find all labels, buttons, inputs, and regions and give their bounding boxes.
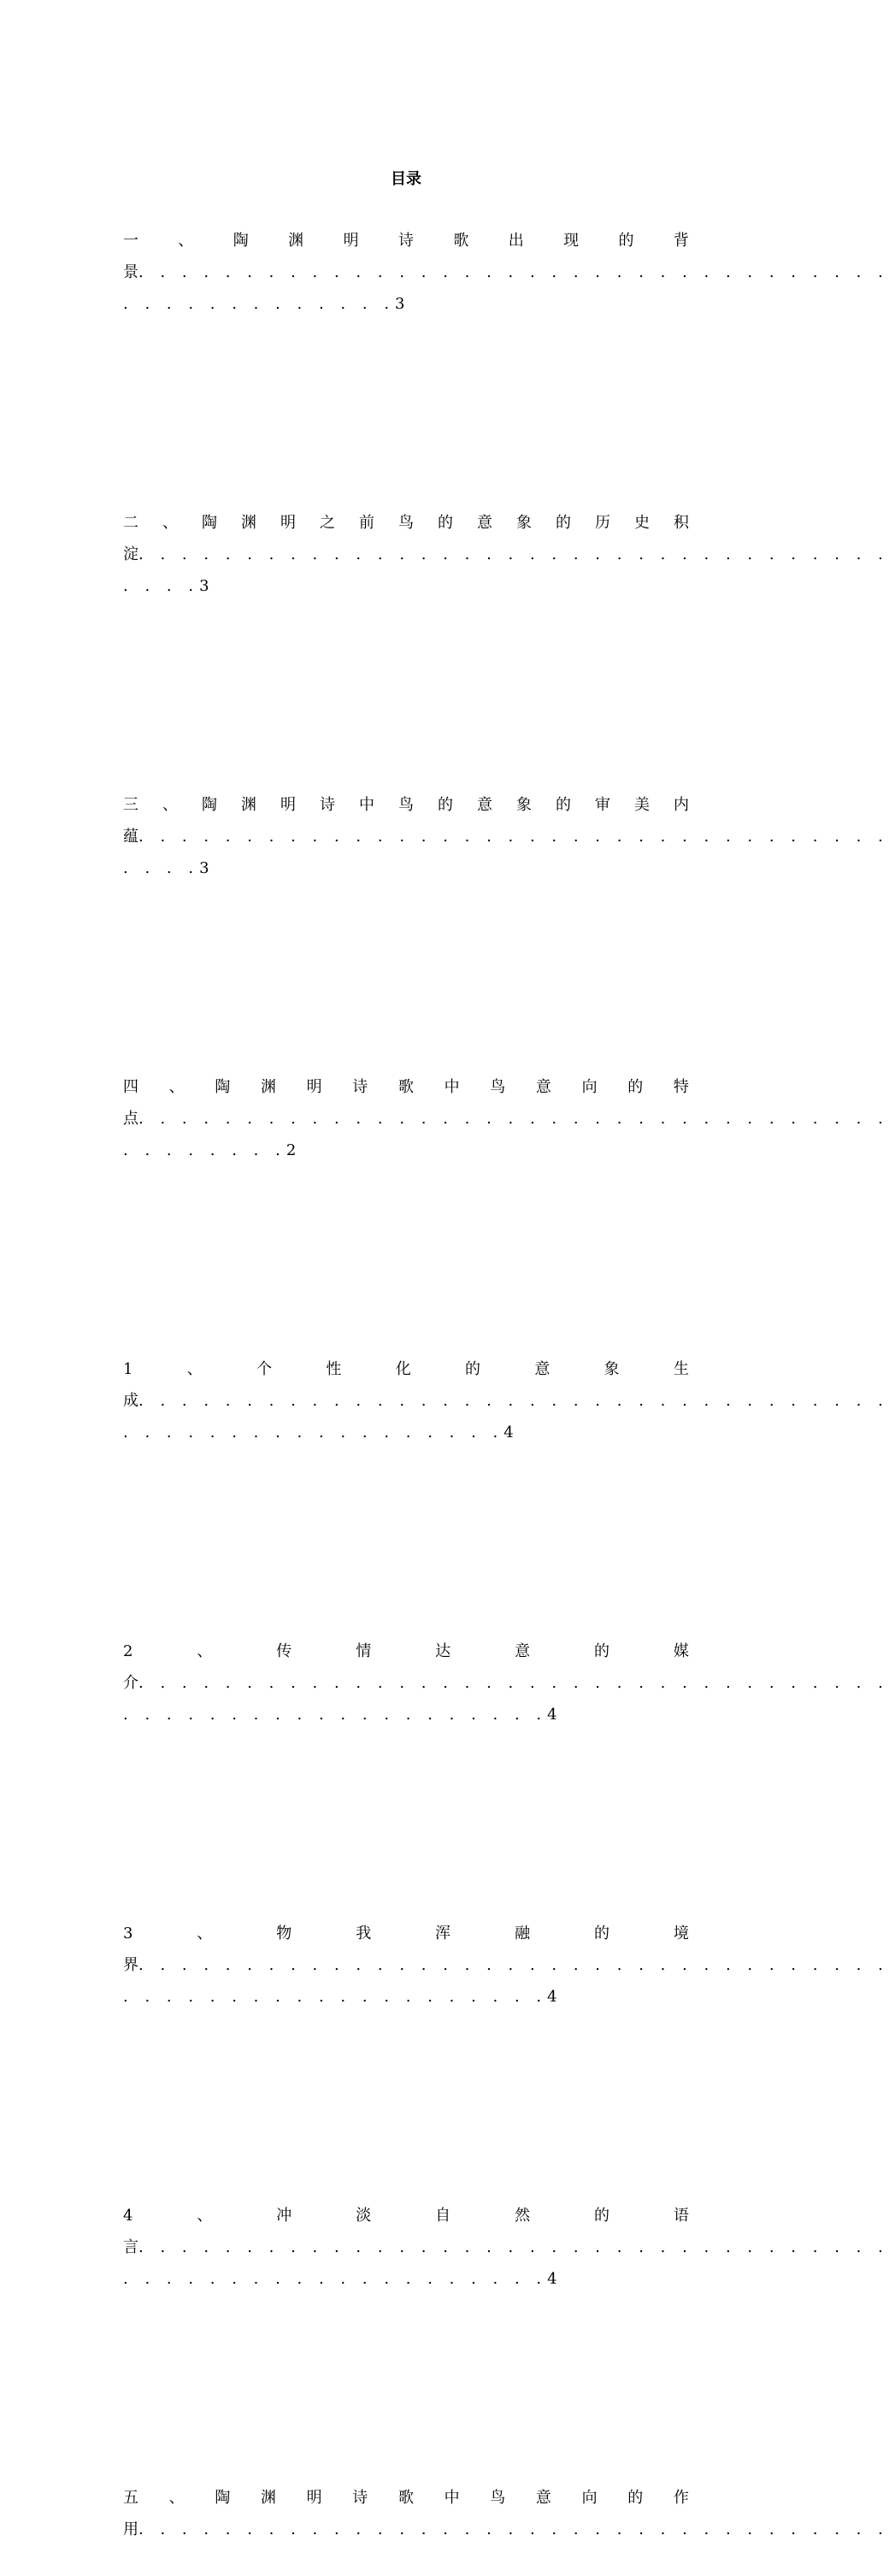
heading-char: 物 <box>276 1925 292 1942</box>
heading-char: 性 <box>326 1360 342 1378</box>
toc-title: 目录 <box>391 170 421 188</box>
toc-entry-continuation <box>123 1103 889 1135</box>
dot-leader: . . . . . . . . . . . . . . . . . . <box>123 1424 504 1441</box>
page-number: 4 <box>547 1706 557 1724</box>
heading-char: 的 <box>556 514 571 532</box>
heading-char: 2 <box>123 1642 133 1660</box>
heading-char: 历 <box>595 514 610 532</box>
heading-char: 意 <box>477 514 492 532</box>
heading-char: 传 <box>276 1642 292 1660</box>
heading-char: 陶 <box>215 2489 231 2507</box>
heading-char: 鸟 <box>490 2489 506 2507</box>
heading-char: 中 <box>444 2489 460 2507</box>
heading-char: 渊 <box>241 796 256 814</box>
heading-char: 明 <box>343 232 359 250</box>
heading-char: 的 <box>556 796 571 814</box>
dot-leader: . . . . . . . . . . . . . . . . . . . . . . . . . . . . . . . . . . . <box>138 1674 889 1692</box>
heading-char: 意 <box>477 796 492 814</box>
heading-char: 陶 <box>202 514 217 532</box>
heading-char: 、 <box>178 232 194 250</box>
toc-entry-page-line <box>123 852 689 884</box>
heading-char: 意 <box>535 2489 551 2507</box>
dot-leader: . . . . . . . . . . . . . . . . . . . . . . . . . . . . . . . . . . . <box>138 545 889 563</box>
heading-char: 生 <box>673 1360 689 1378</box>
heading-char: 一 <box>123 232 138 250</box>
heading-char: 内 <box>674 796 689 814</box>
toc-entry-continuation <box>123 1949 889 1981</box>
heading-char: 作 <box>673 2489 689 2507</box>
heading-char: 诗 <box>320 796 335 814</box>
heading-char: 背 <box>673 232 689 250</box>
toc-entry-continuation <box>123 1667 889 1699</box>
toc-entry-continuation <box>123 821 889 852</box>
heading-char: 明 <box>280 796 296 814</box>
heading-char: 明 <box>306 1078 322 1096</box>
heading-char: 、 <box>162 796 178 814</box>
page-number: 2 <box>286 1141 297 1159</box>
toc-entry[interactable] <box>123 789 889 1071</box>
dot-leader: . . . . . . . . . . . . . . . . . . . . . . . . . . . . . . . . . . . <box>138 1956 889 1974</box>
heading-char: 1 <box>123 1360 133 1378</box>
dot-leader: . . . . . . . . . . . . . . . . . . . . . . . . . . . . . . . . . . . <box>138 1110 889 1128</box>
toc-entry[interactable] <box>123 225 889 507</box>
heading-char: 象 <box>516 514 532 532</box>
heading-char: 、 <box>197 2207 213 2225</box>
heading-char: 意 <box>534 1360 550 1378</box>
dot-leader: . . . . . . . . . . . . . . . . . . . . . . . . . . . . . . . . . . . <box>138 828 889 846</box>
dot-leader: . . . . . . . . . . . . . . . . . . . . . . . . . . . . . . . . . . . <box>138 2238 889 2256</box>
dot-leader: . . . . <box>123 859 200 877</box>
toc-entry-heading <box>123 1353 689 1385</box>
heading-char: 二 <box>123 514 138 532</box>
heading-char: 现 <box>563 232 580 250</box>
toc-entry-heading <box>123 1071 689 1103</box>
heading-char: 陶 <box>202 796 217 814</box>
heading-char: 积 <box>674 514 689 532</box>
dot-leader: . . . . . . . . . . . . . . . . . . . . <box>123 1988 548 2006</box>
toc-entry[interactable] <box>123 2200 889 2482</box>
heading-char: 的 <box>593 2207 609 2225</box>
heading-char: 歌 <box>397 2489 414 2507</box>
toc-entry[interactable] <box>123 1071 889 1353</box>
heading-char: 、 <box>162 514 178 532</box>
heading-char: 渊 <box>260 2489 276 2507</box>
heading-char: 情 <box>356 1642 372 1660</box>
toc-entry[interactable] <box>123 1918 889 2200</box>
dot-leader: . . . . . . . . . . . . . . . . . . . . . . . . . . . . . . . . . . . <box>138 263 889 281</box>
dot-leader: . . . . <box>123 577 200 595</box>
heading-char: 的 <box>627 1078 644 1096</box>
page-number: 4 <box>547 2270 557 2288</box>
toc-entry-heading <box>123 789 689 821</box>
toc-entry-heading <box>123 225 689 256</box>
heading-char: 渊 <box>260 1078 276 1096</box>
heading-char: 的 <box>593 1642 609 1660</box>
toc-entry-page-line <box>123 1981 689 2013</box>
heading-char: 境 <box>673 1925 689 1942</box>
toc-entry-last-char: 蕴 <box>123 828 138 846</box>
heading-char: 美 <box>634 796 650 814</box>
heading-char: 诗 <box>352 1078 368 1096</box>
heading-char: 意 <box>515 1642 531 1660</box>
heading-char: 史 <box>634 514 650 532</box>
toc-entry-last-char: 介 <box>123 1674 138 1692</box>
heading-char: 、 <box>168 1078 185 1096</box>
heading-char: 歌 <box>453 232 469 250</box>
heading-char: 个 <box>256 1360 273 1378</box>
toc-entry-continuation <box>123 2231 889 2263</box>
heading-char: 象 <box>603 1360 620 1378</box>
toc-entry-last-char: 淀 <box>123 545 138 563</box>
heading-char: 3 <box>123 1925 133 1942</box>
toc-entry-last-char: 景 <box>123 263 138 281</box>
heading-char: 淡 <box>356 2207 372 2225</box>
heading-char: 的 <box>438 796 453 814</box>
dot-leader: . . . . . . . . . . . . . . . . . . . . <box>123 1706 548 1724</box>
heading-char: 我 <box>356 1925 372 1942</box>
heading-char: 鸟 <box>490 1078 506 1096</box>
heading-char: 意 <box>535 1078 551 1096</box>
heading-char: 的 <box>465 1360 481 1378</box>
toc-entry-last-char: 用 <box>123 2520 138 2538</box>
heading-char: 明 <box>306 2489 322 2507</box>
heading-char: 的 <box>618 232 634 250</box>
toc-entry-page-line <box>123 570 689 602</box>
heading-char: 的 <box>593 1925 609 1942</box>
heading-char: 向 <box>581 1078 598 1096</box>
toc-entry-page-line <box>123 2263 689 2295</box>
heading-char: 自 <box>435 2207 451 2225</box>
toc-entry-heading <box>123 1918 689 1949</box>
heading-char: 歌 <box>397 1078 414 1096</box>
toc-entry-page-line <box>123 1699 689 1730</box>
heading-char: 冲 <box>276 2207 292 2225</box>
dot-leader: . . . . . . . . . . . . . <box>123 295 396 313</box>
heading-char: 五 <box>123 2489 138 2507</box>
toc-entry[interactable] <box>123 1353 889 1636</box>
toc-entry-continuation <box>123 256 889 288</box>
heading-char: 象 <box>516 796 532 814</box>
dot-leader: . . . . . . . . . . . . . . . . . . . . . . . . . . . . . . . . . . . <box>138 1392 889 1410</box>
heading-char: 诗 <box>352 2489 368 2507</box>
toc-entry-last-char: 成 <box>123 1392 138 1410</box>
heading-char: 四 <box>123 1078 138 1096</box>
dot-leader: . . . . . . . . <box>123 1141 286 1159</box>
page-number: 3 <box>199 577 209 595</box>
toc-entry[interactable] <box>123 2482 889 2576</box>
toc-entry-continuation <box>123 539 889 570</box>
toc-entry-page-line <box>123 1135 689 1166</box>
toc-entry[interactable] <box>123 507 889 789</box>
toc-entry-continuation <box>123 2514 889 2545</box>
toc-entry-heading <box>123 507 689 539</box>
heading-char: 达 <box>435 1642 451 1660</box>
toc-entry-page-line <box>123 1417 689 1448</box>
page-number: 3 <box>395 295 405 313</box>
toc-entry-last-char: 言 <box>123 2238 138 2256</box>
toc-entry-last-char: 界 <box>123 1956 138 1974</box>
heading-char: 渊 <box>241 514 256 532</box>
heading-char: 、 <box>186 1360 203 1378</box>
dot-leader: . . . . . . . . . . . . . . . . . . . . . . . . . . . . . . . . . . . <box>138 2520 889 2538</box>
heading-char: 明 <box>280 514 296 532</box>
heading-char: 陶 <box>215 1078 231 1096</box>
heading-char: 语 <box>673 2207 689 2225</box>
page-number: 4 <box>547 1988 557 2006</box>
page-number: 3 <box>199 859 209 877</box>
heading-char: 陶 <box>233 232 249 250</box>
heading-char: 融 <box>515 1925 531 1942</box>
toc-entry-last-char: 点 <box>123 1110 138 1128</box>
toc-entry[interactable] <box>123 1636 889 1918</box>
heading-char: 三 <box>123 796 138 814</box>
heading-char: 审 <box>595 796 610 814</box>
toc-entry-heading <box>123 1636 689 1667</box>
toc-entry-heading <box>123 2200 689 2231</box>
heading-char: 特 <box>673 1078 689 1096</box>
toc-entry-heading <box>123 2482 689 2514</box>
toc-entry-page-line <box>123 288 689 320</box>
heading-char: 中 <box>359 796 374 814</box>
heading-char: 然 <box>515 2207 531 2225</box>
toc-entry-continuation <box>123 1385 889 1417</box>
heading-char: 化 <box>395 1360 411 1378</box>
heading-char: 的 <box>438 514 453 532</box>
heading-char: 4 <box>123 2207 133 2225</box>
heading-char: 鸟 <box>398 796 414 814</box>
page-number: 4 <box>503 1424 514 1441</box>
heading-char: 、 <box>197 1642 213 1660</box>
heading-char: 前 <box>359 514 374 532</box>
heading-char: 渊 <box>288 232 304 250</box>
heading-char: 向 <box>581 2489 598 2507</box>
heading-char: 、 <box>168 2489 185 2507</box>
heading-char: 之 <box>320 514 335 532</box>
heading-char: 、 <box>197 1925 213 1942</box>
heading-char: 媒 <box>673 1642 689 1660</box>
heading-char: 出 <box>508 232 524 250</box>
heading-char: 中 <box>444 1078 460 1096</box>
heading-char: 鸟 <box>398 514 414 532</box>
heading-char: 的 <box>627 2489 644 2507</box>
dot-leader: . . . . . . . . . . . . . . . . . . . . <box>123 2270 548 2288</box>
heading-char: 浑 <box>435 1925 451 1942</box>
heading-char: 诗 <box>397 232 414 250</box>
table-of-contents <box>123 225 889 2576</box>
